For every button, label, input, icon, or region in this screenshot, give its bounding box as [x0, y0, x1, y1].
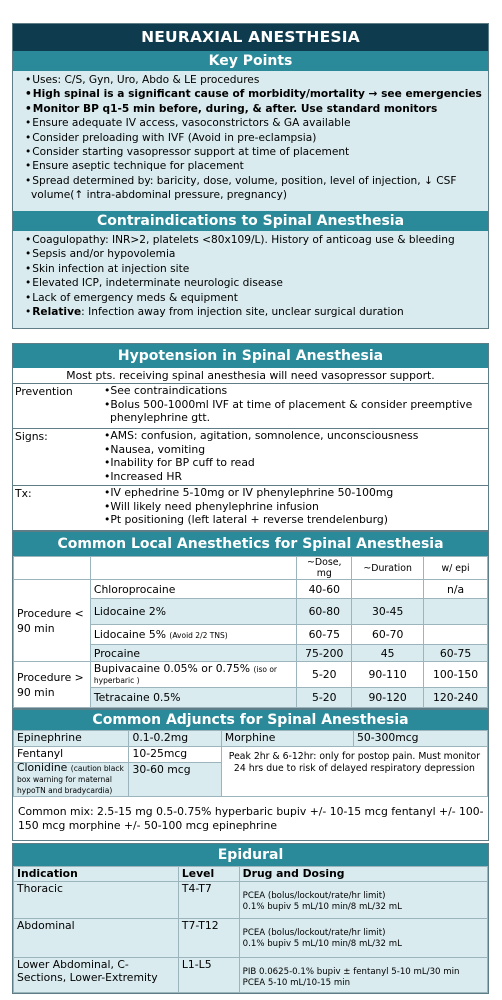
- dosing-line: 0.1% bupiv 5 mL/10 min/8 mL/32 mL: [242, 939, 402, 949]
- procedure-group-label: Procedure < 90 min: [14, 580, 91, 662]
- hypotension-item: • Will likely need phenylephrine infusion: [104, 500, 488, 514]
- adjunct-name: Fentanyl: [14, 747, 129, 763]
- dosing-line: PIB 0.0625-0.1% bupiv ± fentanyl 5-10 mL/30 min: [242, 967, 460, 977]
- hypotension-item: • Increased HR: [104, 470, 488, 484]
- dose-cell: 60-80: [297, 599, 352, 625]
- row-label: Signs:: [15, 430, 48, 443]
- adjuncts-heading: Common Adjuncts for Spinal Anesthesia: [13, 710, 488, 730]
- hypotension-row-prevention: [13, 384, 488, 429]
- table-row: [14, 882, 488, 919]
- indication-cell: Abdominal: [14, 919, 179, 958]
- key-points-section: [12, 23, 489, 329]
- hypotension-item: • See contraindications: [104, 384, 488, 398]
- epi-cell: 100-150: [424, 662, 488, 688]
- duration-cell: 60-70: [352, 625, 424, 645]
- epi-cell: 120-240: [424, 688, 488, 708]
- epi-cell: [424, 625, 488, 645]
- drug-name: Chloroprocaine: [90, 580, 296, 599]
- adjunct-name: [14, 763, 129, 797]
- contraindications-heading: Contraindications to Spinal Anesthesia: [13, 211, 488, 231]
- epidural-section: [12, 843, 489, 994]
- dose-cell: 75-200: [297, 645, 352, 662]
- procedure-group-label: Procedure > 90 min: [14, 662, 91, 708]
- key-point-item: • Consider preloading with IVF (Avoid in pre-eclampsia): [23, 131, 488, 145]
- table-row: [14, 731, 488, 747]
- drug-name: [90, 625, 296, 645]
- contraindication-item: • Sepsis and/or hypovolemia: [23, 247, 488, 261]
- indication-cell: Thoracic: [14, 882, 179, 919]
- hypotension-item: • Inability for BP cuff to read: [104, 456, 488, 470]
- contraindication-item: • Coagulopathy: INR>2, platelets <80x109/L). History of anticoag use & bleeding: [23, 233, 488, 247]
- hypotension-heading: Hypotension in Spinal Anesthesia: [13, 344, 488, 368]
- morphine-note: Peak 2hr & 6-12hr: only for postop pain. Must monitor 24 hrs due to risk of delayed respiratory depression: [221, 747, 487, 797]
- adjunct-dose: 50-300mcg: [353, 731, 487, 747]
- indication-cell: Lower Abdominal, C-Sections, Lower-Extremity: [14, 958, 179, 993]
- table-row: [14, 747, 488, 763]
- local-anesthetics-heading: Common Local Anesthetics for Spinal Anesthesia: [13, 532, 488, 556]
- table-header-row: [14, 867, 488, 882]
- level-cell: T7-T12: [178, 919, 239, 958]
- col-indication-header: Indication: [14, 867, 179, 882]
- level-cell: T4-T7: [178, 882, 239, 919]
- col-duration-header: ~Duration: [352, 557, 424, 580]
- duration-cell: [352, 580, 424, 599]
- hypotension-section: [12, 343, 489, 531]
- duration-cell: 45: [352, 645, 424, 662]
- key-point-item: • Monitor BP q1-5 min before, during, & after. Use standard monitors: [23, 102, 488, 116]
- drug-name-text: Bupivacaine 0.05% or 0.75%: [93, 661, 250, 675]
- adjunct-name: Morphine: [221, 731, 353, 747]
- clonidine-warning: (caution black box warning for maternal hypoTN and bradycardia): [17, 764, 124, 795]
- hypotension-item: • Pt positioning (left lateral + reverse trendelenburg): [104, 513, 488, 527]
- dosing-line: 0.1% bupiv 5 mL/10 min/8 mL/32 mL: [242, 902, 402, 912]
- epi-cell: 60-75: [424, 645, 488, 662]
- dosing-line: PCEA 5-10 mL/10-15 min: [242, 978, 351, 988]
- contraindication-item: • Skin infection at injection site: [23, 262, 488, 276]
- dosing-line: PCEA (bolus/lockout/rate/hr limit): [242, 928, 386, 938]
- adjuncts-section: [12, 709, 489, 841]
- table-row: [14, 958, 488, 993]
- drug-note: (Avoid 2/2 TNS): [169, 631, 228, 640]
- hypotension-note: Most pts. receiving spinal anesthesia will need vasopressor support.: [13, 368, 488, 384]
- key-point-item: • Consider starting vasopressor support at time of placement: [23, 145, 488, 159]
- table-row: [14, 662, 488, 688]
- adjunct-name: Epinephrine: [14, 731, 129, 747]
- contraindication-item-relative: [23, 305, 488, 319]
- adjuncts-table: [13, 730, 488, 797]
- hypotension-row-tx: [13, 486, 488, 530]
- contraindication-item: • Lack of emergency meds & equipment: [23, 291, 488, 305]
- hypotension-item: • Nausea, vomiting: [104, 443, 488, 457]
- adjunct-dose: 30-60 mcg: [129, 763, 221, 797]
- level-cell: L1-L5: [178, 958, 239, 993]
- duration-cell: 90-110: [352, 662, 424, 688]
- epi-cell: [424, 599, 488, 625]
- hypotension-item: • AMS: confusion, agitation, somnolence, unconsciousness: [104, 429, 488, 443]
- col-dose-header: ~Dose, mg: [297, 557, 352, 580]
- table-header-row: [14, 557, 488, 580]
- drug-name: Procaine: [90, 645, 296, 662]
- dosing-cell: [239, 882, 487, 919]
- adjunct-dose: 0.1-0.2mg: [129, 731, 221, 747]
- duration-cell: 30-45: [352, 599, 424, 625]
- col-epi-header: w/ epi: [424, 557, 488, 580]
- drug-name-text: Lidocaine 5%: [93, 628, 166, 641]
- local-anesthetics-section: [12, 531, 489, 709]
- contraindications-list: [13, 231, 488, 319]
- epidural-heading: Epidural: [13, 844, 488, 866]
- col-dosing-header: Drug and Dosing: [239, 867, 487, 882]
- drug-name: Lidocaine 2%: [90, 599, 296, 625]
- adjunct-name-text: Clonidine: [17, 761, 68, 774]
- drug-name: [90, 662, 296, 688]
- epi-cell: n/a: [424, 580, 488, 599]
- key-point-item: • Spread determined by: baricity, dose, volume, position, level of injection, ↓ CSF volume(↑ intra-abdominal pressure, pregnancy): [23, 174, 488, 203]
- hypotension-row-signs: [13, 429, 488, 486]
- epidural-table: [13, 866, 488, 993]
- common-mix-text: Common mix: 2.5-15 mg 0.5-0.75% hyperbaric bupiv +/- 10-15 mcg fentanyl +/- 100-150 mcg morphine +/- 50-100 mcg epinephrine: [18, 805, 484, 832]
- adjunct-dose: 10-25mcg: [129, 747, 221, 763]
- key-point-item: • Ensure aseptic technique for placement: [23, 159, 488, 173]
- local-anesthetics-table: [13, 556, 488, 708]
- key-point-item: • Uses: C/S, Gyn, Uro, Abdo & LE procedures: [23, 73, 488, 87]
- dose-cell: 40-60: [297, 580, 352, 599]
- relative-label: Relative: [32, 306, 82, 319]
- dose-cell: 5-20: [297, 688, 352, 708]
- key-points-heading: Key Points: [13, 51, 488, 71]
- key-points-list: [13, 71, 488, 203]
- dose-cell: 60-75: [297, 625, 352, 645]
- dosing-cell: [239, 958, 487, 993]
- drug-name: Tetracaine 0.5%: [90, 688, 296, 708]
- hypotension-item: • Bolus 500-1000ml IVF at time of placement & consider preemptive phenylephrine gtt.: [104, 398, 488, 425]
- dosing-cell: [239, 919, 487, 958]
- key-point-item: • High spinal is a significant cause of morbidity/mortality → see emergencies: [23, 87, 488, 101]
- relative-text: : Infection away from injection site, unclear surgical duration: [81, 306, 404, 319]
- table-row: [14, 580, 488, 599]
- duration-cell: 90-120: [352, 688, 424, 708]
- hypotension-item: • IV ephedrine 5-10mg or IV phenylephrine 50-100mg: [104, 486, 488, 500]
- row-label: Tx:: [15, 487, 32, 500]
- key-point-item: • Ensure adequate IV access, vasoconstrictors & GA available: [23, 116, 488, 130]
- contraindication-item: • Elevated ICP, indeterminate neurologic disease: [23, 276, 488, 290]
- col-level-header: Level: [178, 867, 239, 882]
- drug-note: (iso or hyperbaric ): [93, 664, 277, 685]
- table-row: [14, 919, 488, 958]
- row-label: Prevention: [15, 385, 73, 398]
- dose-cell: 5-20: [297, 662, 352, 688]
- page-title: NEURAXIAL ANESTHESIA: [13, 24, 488, 51]
- dosing-line: PCEA (bolus/lockout/rate/hr limit): [242, 891, 386, 901]
